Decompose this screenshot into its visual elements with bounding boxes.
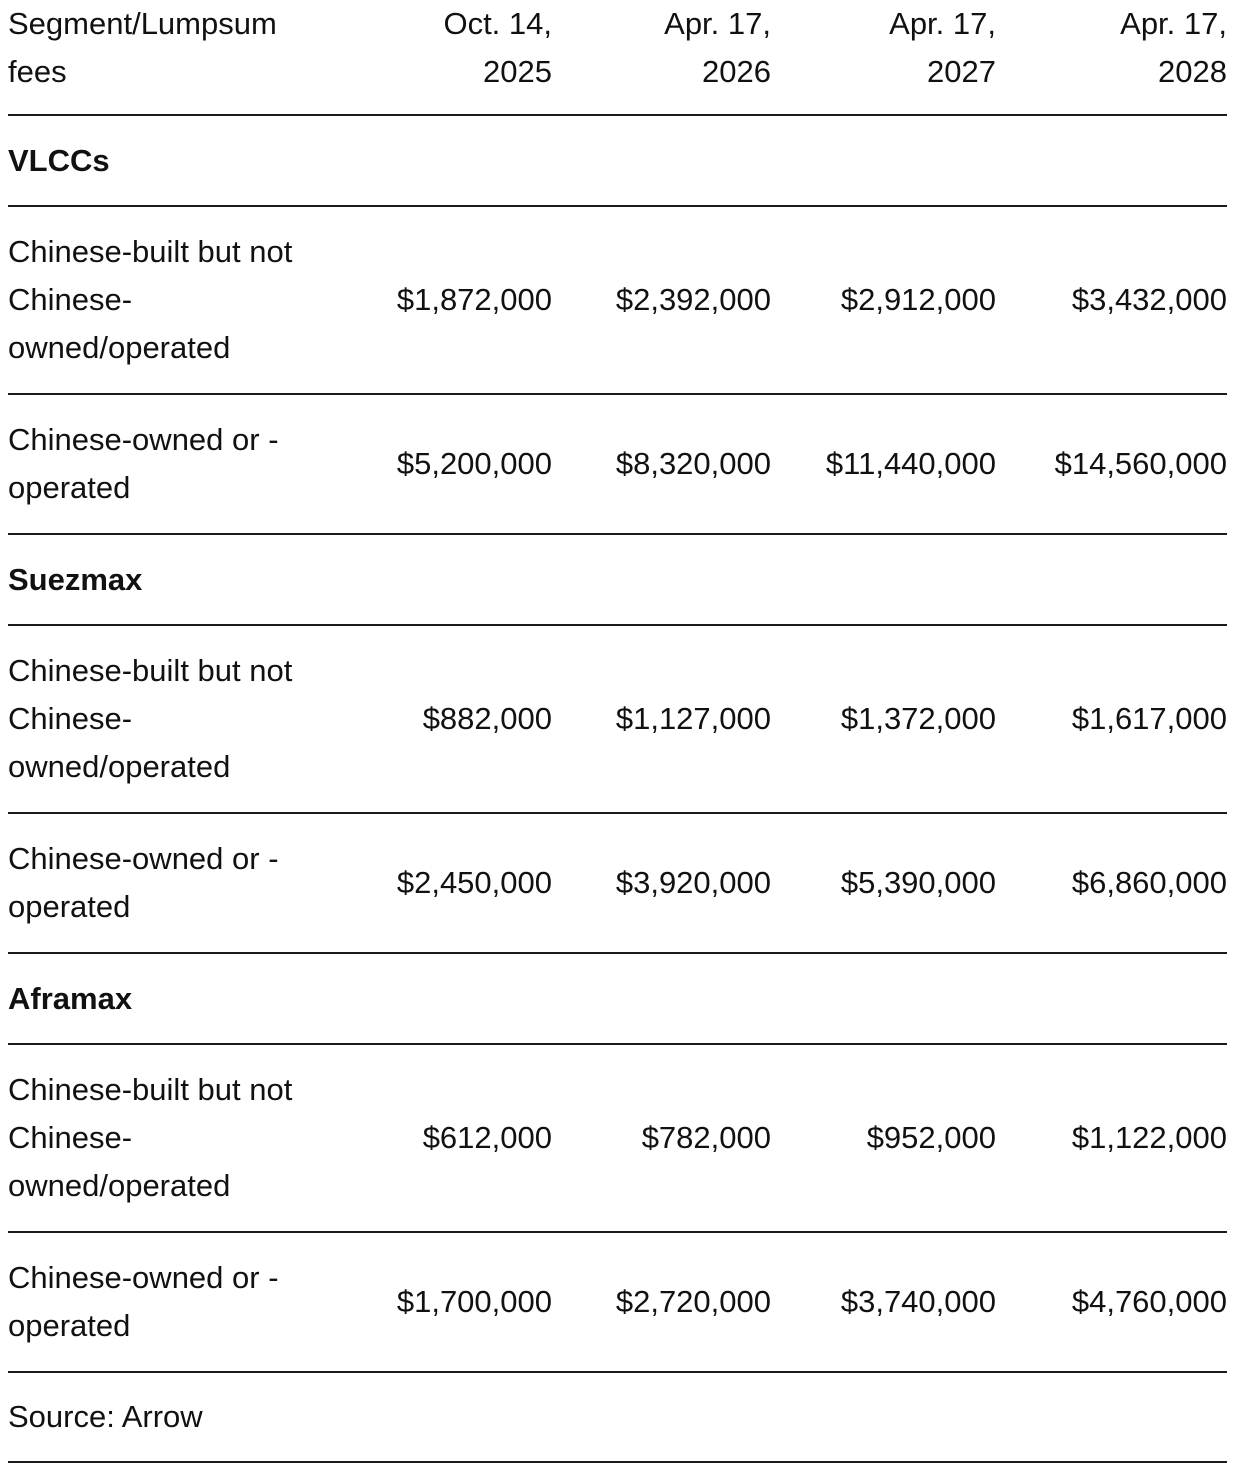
fee-cell: $782,000 — [552, 1044, 771, 1232]
fee-cell: $2,720,000 — [552, 1232, 771, 1372]
table-row — [8, 813, 1227, 953]
table-row — [8, 1232, 1227, 1372]
header-date-4: Apr. 17, 2028 — [996, 0, 1227, 115]
fee-cell: $1,372,000 — [771, 625, 996, 813]
section-suezmax — [8, 534, 1227, 625]
fee-cell: $1,872,000 — [326, 206, 552, 394]
fee-cell: $5,200,000 — [326, 394, 552, 534]
fees-table-container — [8, 0, 1227, 1463]
fee-cell: $1,617,000 — [996, 625, 1227, 813]
section-heading: VLCCs — [8, 115, 1227, 206]
header-row — [8, 0, 1227, 115]
header-date-1: Oct. 14, 2025 — [326, 0, 552, 115]
table-row — [8, 625, 1227, 813]
table-row — [8, 206, 1227, 394]
fee-cell: $2,392,000 — [552, 206, 771, 394]
source-row — [8, 1372, 1227, 1462]
fee-cell: $1,700,000 — [326, 1232, 552, 1372]
fee-cell: $882,000 — [326, 625, 552, 813]
fee-cell: $4,760,000 — [996, 1232, 1227, 1372]
fee-cell: $952,000 — [771, 1044, 996, 1232]
fee-cell: $3,432,000 — [996, 206, 1227, 394]
table-header — [8, 0, 1227, 115]
fee-cell: $6,860,000 — [996, 813, 1227, 953]
row-label: Chinese-built but not Chinese-owned/operated — [8, 625, 326, 813]
lumpsum-fees-table — [8, 0, 1227, 1463]
fee-cell: $8,320,000 — [552, 394, 771, 534]
fee-cell: $14,560,000 — [996, 394, 1227, 534]
fee-cell: $2,450,000 — [326, 813, 552, 953]
header-segment: Segment/Lumpsum fees — [8, 0, 326, 115]
fee-cell: $1,127,000 — [552, 625, 771, 813]
fee-cell: $5,390,000 — [771, 813, 996, 953]
row-label: Chinese-owned or -operated — [8, 394, 326, 534]
section-aframax — [8, 953, 1227, 1044]
section-heading: Aframax — [8, 953, 1227, 1044]
source-note: Source: Arrow — [8, 1372, 1227, 1462]
header-date-3: Apr. 17, 2027 — [771, 0, 996, 115]
section-heading: Suezmax — [8, 534, 1227, 625]
section-vlccs — [8, 115, 1227, 206]
fee-cell: $2,912,000 — [771, 206, 996, 394]
fee-cell: $612,000 — [326, 1044, 552, 1232]
fee-cell: $1,122,000 — [996, 1044, 1227, 1232]
row-label: Chinese-built but not Chinese-owned/operated — [8, 1044, 326, 1232]
fee-cell: $3,920,000 — [552, 813, 771, 953]
fee-cell: $3,740,000 — [771, 1232, 996, 1372]
header-date-2: Apr. 17, 2026 — [552, 0, 771, 115]
row-label: Chinese-owned or -operated — [8, 813, 326, 953]
table-row — [8, 1044, 1227, 1232]
row-label: Chinese-owned or -operated — [8, 1232, 326, 1372]
fee-cell: $11,440,000 — [771, 394, 996, 534]
table-body — [8, 115, 1227, 1462]
row-label: Chinese-built but not Chinese-owned/operated — [8, 206, 326, 394]
table-row — [8, 394, 1227, 534]
